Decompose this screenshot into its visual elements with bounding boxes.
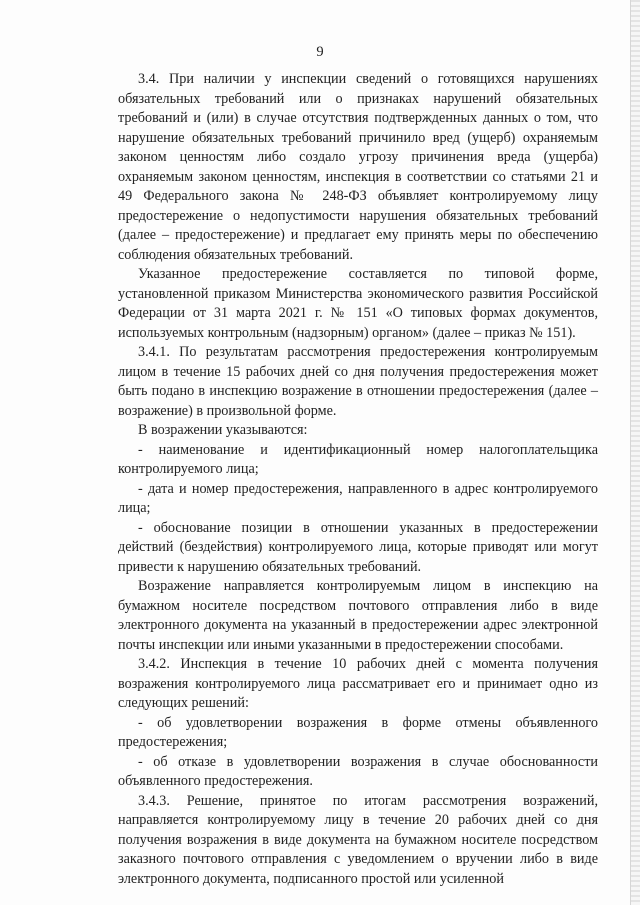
page-number: 9 — [316, 44, 324, 60]
list-item-justification: - обоснование позиции в отношении указанных в предостережении действий (бездействия) контролируемого лица, которые приводят или могут привести к нарушению обязательных требований. — [118, 519, 598, 575]
list-item-refuse: - об отказе в удовлетворении возражения в случае обоснованности объявленного предостережения. — [118, 753, 598, 789]
list-item-satisfy: - об удовлетворении возражения в форме отмены объявленного предостережения; — [118, 714, 598, 750]
paragraph-3-4-2: 3.4.2. Инспекция в течение 10 рабочих дней с момента получения возражения контролируемого лица рассматривает его и принимает одно из следующих решений: — [118, 656, 598, 711]
scan-edge-border — [630, 0, 640, 905]
paragraph-3-4-3: 3.4.3. Решение, принятое по итогам рассмотрения возражений, направляется контролируемому лицу в течение 20 рабочих дней со дня получения возражения в виде документа на бумажном носителе посредством заказного почтового отправления с уведомлением о вручении либо в виде электронного документа, подписанного простой или усиленной — [118, 792, 598, 887]
paragraph-3-4-1: 3.4.1. По результатам рассмотрения предостережения контролируемым лицом в течение 15 рабочих дней со дня получения предостережения может быть подано в инспекцию возражение в отношении предостережения (далее – возражение) в произвольной форме. — [118, 344, 598, 419]
paragraph-warning-form: Указанное предостережение составляется по типовой форме, установленной приказом Министерства экономического развития Российской Федерации от 31 марта 2021 г. № 151 «О типовых формах документов, используемых контрольным (надзорным) органом» (далее – приказ № 151). — [118, 266, 598, 341]
document-body — [118, 70, 598, 889]
list-item-date-number: - дата и номер предостережения, направленного в адрес контролируемого лица; — [118, 480, 598, 516]
list-item-name-inn: - наименование и идентификационный номер налогоплательщика контролируемого лица; — [118, 441, 598, 477]
paragraph-objection-contents-heading: В возражении указываются: — [138, 422, 308, 438]
paragraph-3-4: 3.4. При наличии у инспекции сведений о готовящихся нарушениях обязательных требований или о признаках нарушений обязательных требований и (или) в случае отсутствия подтвержденных данных о том, что нарушение обязательных требований причинило вред (ущерб) охраняемым законом ценностям либо создало угрозу причинения вреда (ущерба) охраняемым законом ценностям, инспекция в соответствии со статьями 21 и 49 Федерального закона № 248-ФЗ объявляет контролируемому лицу предостережение о недопустимости нарушения обязательных требований (далее – предостережение) и предлагает ему принять меры по обеспечению соблюдения обязательных требований. — [118, 71, 598, 263]
paragraph-objection-delivery: Возражение направляется контролируемым лицом в инспекцию на бумажном носителе посредством почтового отправления либо в виде электронного документа на указанный в предостережении адрес электронной почты инспекции или иными указанными в предостережении способами. — [118, 578, 598, 653]
